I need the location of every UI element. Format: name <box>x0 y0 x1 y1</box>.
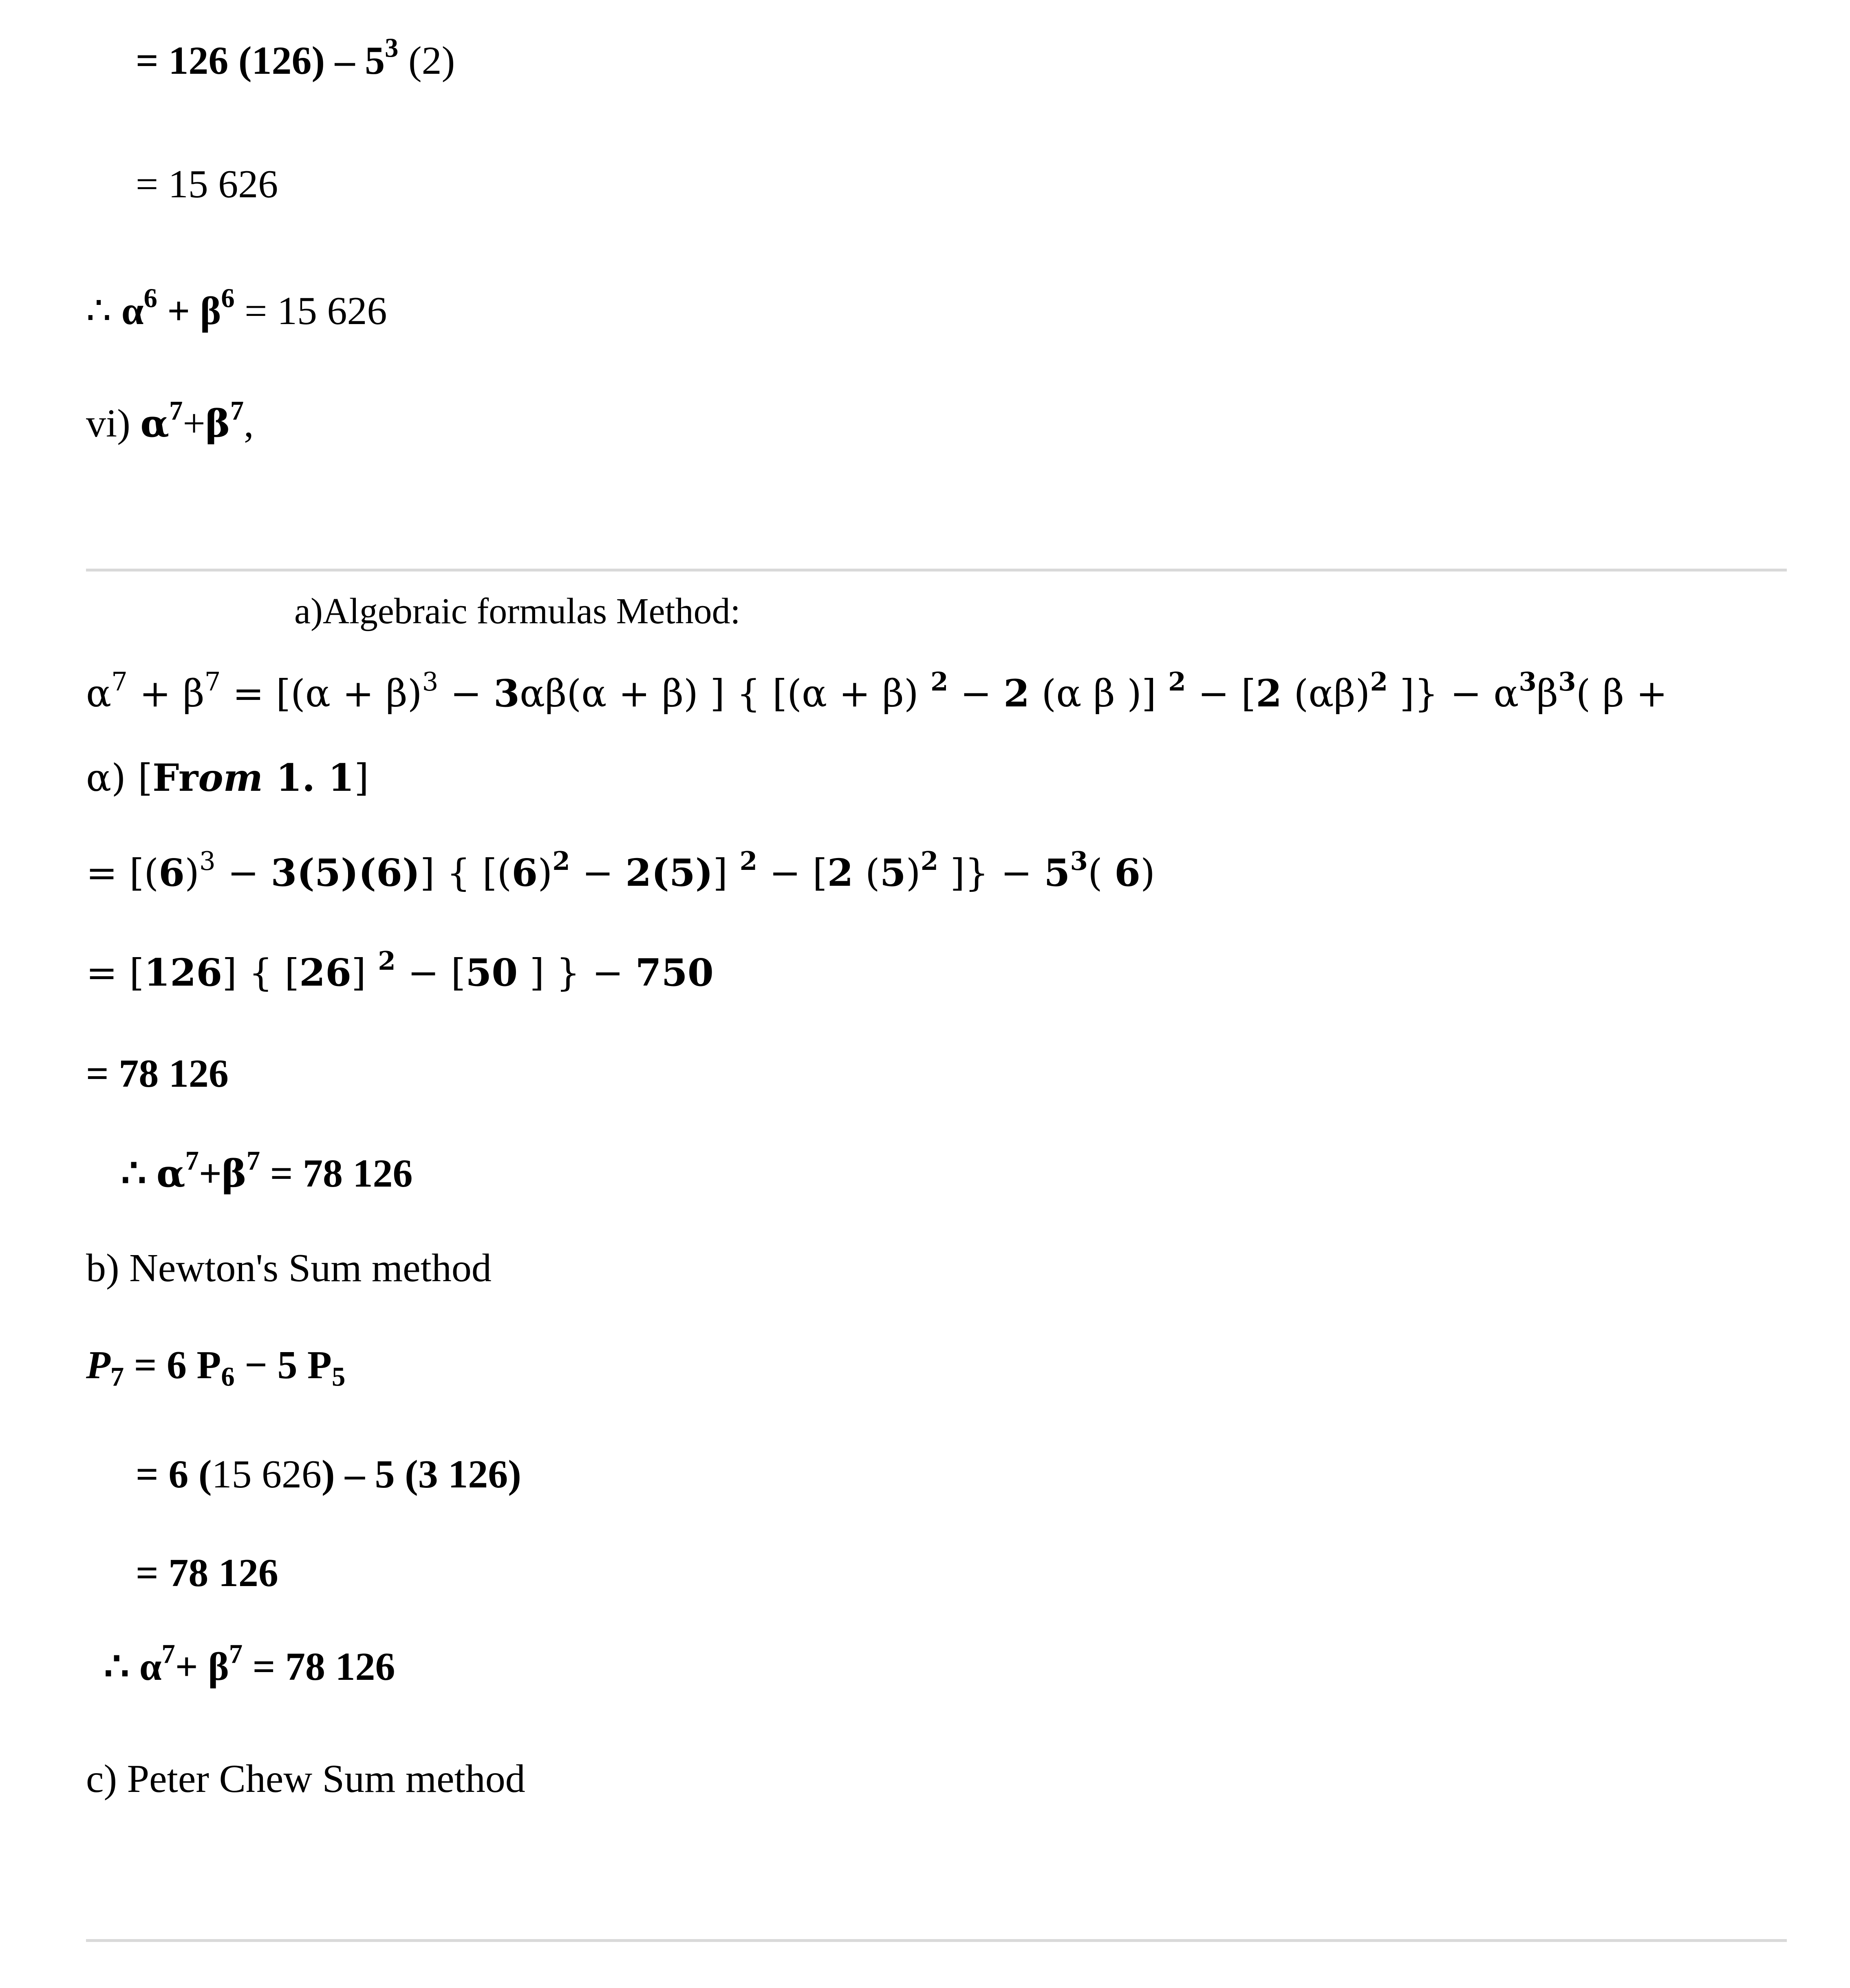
superscript: 3 <box>1558 666 1576 697</box>
text-segment: c) Peter Chew Sum method <box>86 1757 525 1801</box>
text-segment: Fr <box>152 756 198 800</box>
text-segment: = 126 (126) – 5 <box>136 39 385 83</box>
superscript: 7 <box>204 667 221 697</box>
text-segment: 5 <box>1044 851 1070 895</box>
text-segment: = 6 P <box>124 1343 221 1387</box>
text-segment: + β <box>175 1645 229 1689</box>
text-segment: + <box>183 402 205 446</box>
superscript: 3 <box>422 667 439 697</box>
text-segment: 2 <box>1003 671 1030 715</box>
superscript: 7 <box>246 1146 260 1176</box>
text-segment: − [ <box>757 851 827 895</box>
superscript: 2 <box>1370 666 1388 697</box>
text-segment: 750 <box>635 951 714 995</box>
text-segment: (αβ) <box>1282 672 1370 715</box>
text-segment: b) Newton's Sum method <box>86 1246 492 1290</box>
text-segment: 3(5)(6) <box>271 851 420 895</box>
text-segment: = 6 ( <box>136 1452 212 1496</box>
conclusion-line-alpha7-1 <box>121 1146 413 1196</box>
text-segment: = [ <box>86 951 144 995</box>
superscript: 7 <box>111 667 128 697</box>
text-segment: ] <box>354 756 369 800</box>
conclusion-line-alpha6 <box>86 283 387 333</box>
text-segment: ( <box>1087 851 1115 895</box>
text-segment: ] } − <box>518 951 635 995</box>
superscript: 2 <box>931 666 948 697</box>
text-segment: P <box>86 1343 110 1387</box>
subscript: 7 <box>110 1362 124 1392</box>
newton-substitution-line <box>136 1454 521 1494</box>
beta-symbol: β <box>205 402 230 446</box>
text-segment: ]} − <box>938 851 1044 895</box>
text-segment: ) <box>906 851 921 895</box>
simplification-line <box>86 946 714 995</box>
text-segment: , <box>244 402 254 446</box>
text-segment: 6 <box>512 851 538 895</box>
text-segment: + <box>157 289 200 333</box>
text-segment: 2 <box>827 851 853 895</box>
text-segment: 5 <box>880 851 906 895</box>
text-segment: ]} − α <box>1387 672 1519 715</box>
result-line-2 <box>136 1553 278 1593</box>
text-segment: 6 <box>159 851 185 895</box>
text-segment: ] { [ <box>222 951 300 995</box>
text-segment: 2(5) <box>625 851 713 895</box>
text-segment: ) <box>538 851 553 895</box>
superscript: 2 <box>378 946 396 976</box>
text-segment: ∴ α <box>104 1645 162 1689</box>
text-segment: − [ <box>395 951 466 995</box>
text-segment: = 78 126 <box>86 1052 229 1096</box>
text-segment: 50 <box>465 951 518 995</box>
text-segment: om <box>198 756 263 800</box>
superscript: 6 <box>143 283 157 313</box>
text-segment: − <box>948 672 1004 715</box>
substitution-line <box>86 846 1155 895</box>
text-segment: ] { [( <box>420 851 512 895</box>
superscript: 2 <box>1168 666 1186 697</box>
text-segment: − <box>570 851 626 895</box>
subsection-heading-peter-chew <box>86 1759 525 1799</box>
text-segment: ( β + <box>1576 672 1668 715</box>
text-segment: 26 <box>299 951 352 995</box>
text-segment: (2) <box>398 39 455 83</box>
formula-line-2 <box>86 756 369 800</box>
alpha-symbol: α <box>121 289 144 333</box>
superscript: 7 <box>161 1639 175 1669</box>
text-segment: ) <box>185 851 200 895</box>
superscript: 3 <box>199 846 216 876</box>
subscript: 6 <box>221 1362 235 1392</box>
text-segment: + β <box>127 672 205 715</box>
text-segment: a)Algebraic formulas Method: <box>294 591 741 631</box>
alpha-symbol: α <box>140 402 170 446</box>
beta-symbol: β <box>200 289 221 333</box>
text-segment: 2 <box>1256 671 1282 715</box>
text-segment: β <box>1536 672 1559 715</box>
superscript: 7 <box>230 396 244 426</box>
text-segment: = [( <box>86 851 159 895</box>
superscript: 3 <box>385 33 399 63</box>
text-segment: α <box>86 672 112 715</box>
superscript: 7 <box>229 1639 243 1669</box>
therefore-symbol: ∴ <box>86 289 121 333</box>
superscript: 3 <box>1070 846 1088 876</box>
horizontal-rule <box>86 1939 1787 1942</box>
text-segment: 6 <box>1114 851 1141 895</box>
text-segment: 126 <box>144 951 223 995</box>
text-segment: = 15 626 <box>136 162 278 206</box>
superscript: 3 <box>1519 666 1537 697</box>
text-segment: + <box>198 1152 222 1196</box>
equation-line-2 <box>136 164 278 204</box>
text-segment: ) – 5 (3 126) <box>321 1452 521 1496</box>
text-segment: − [ <box>1186 672 1256 715</box>
text-segment: 1. 1 <box>263 756 355 800</box>
text-segment: α) [ <box>86 756 153 800</box>
horizontal-rule <box>86 569 1787 571</box>
text-segment: = 78 126 <box>136 1551 278 1595</box>
text-segment: − <box>215 851 271 895</box>
text-segment: − 5 P <box>234 1343 332 1387</box>
text-segment: vi) <box>86 402 141 446</box>
text-segment: = [(α + β) <box>221 672 422 715</box>
alpha-symbol: α <box>156 1152 185 1196</box>
subsection-heading-algebraic <box>294 593 741 630</box>
conclusion-line-alpha7-2 <box>104 1639 395 1689</box>
text-segment: ) <box>1140 851 1155 895</box>
text-segment: 15 626 <box>212 1452 322 1496</box>
text-segment: − <box>438 672 494 715</box>
text-segment: αβ(α + β) ] { [(α + β) <box>520 672 931 715</box>
newton-recurrence-line <box>86 1343 346 1392</box>
text-segment: (α β )] <box>1030 672 1169 715</box>
result-line-1 <box>86 1054 229 1094</box>
subsection-heading-newton <box>86 1248 492 1288</box>
formula-line-1 <box>86 666 1668 715</box>
equation-line-1 <box>136 33 455 83</box>
text-segment: ] <box>713 851 740 895</box>
text-segment: = 78 126 <box>260 1152 413 1196</box>
superscript: 2 <box>739 846 758 876</box>
text-segment: ] <box>351 951 378 995</box>
beta-symbol: β <box>221 1152 247 1196</box>
text-segment: = 15 626 <box>234 289 387 333</box>
superscript: 2 <box>552 846 570 876</box>
superscript: 2 <box>920 846 939 876</box>
text-segment: ( <box>853 851 880 895</box>
superscript: 6 <box>221 283 235 313</box>
text-segment: = 78 126 <box>243 1645 395 1689</box>
section-heading-vi <box>86 396 254 446</box>
subscript: 5 <box>331 1362 346 1392</box>
superscript: 7 <box>185 1146 199 1176</box>
superscript: 7 <box>169 396 183 426</box>
text-segment: 3 <box>494 671 520 715</box>
therefore-symbol: ∴ <box>121 1152 157 1196</box>
